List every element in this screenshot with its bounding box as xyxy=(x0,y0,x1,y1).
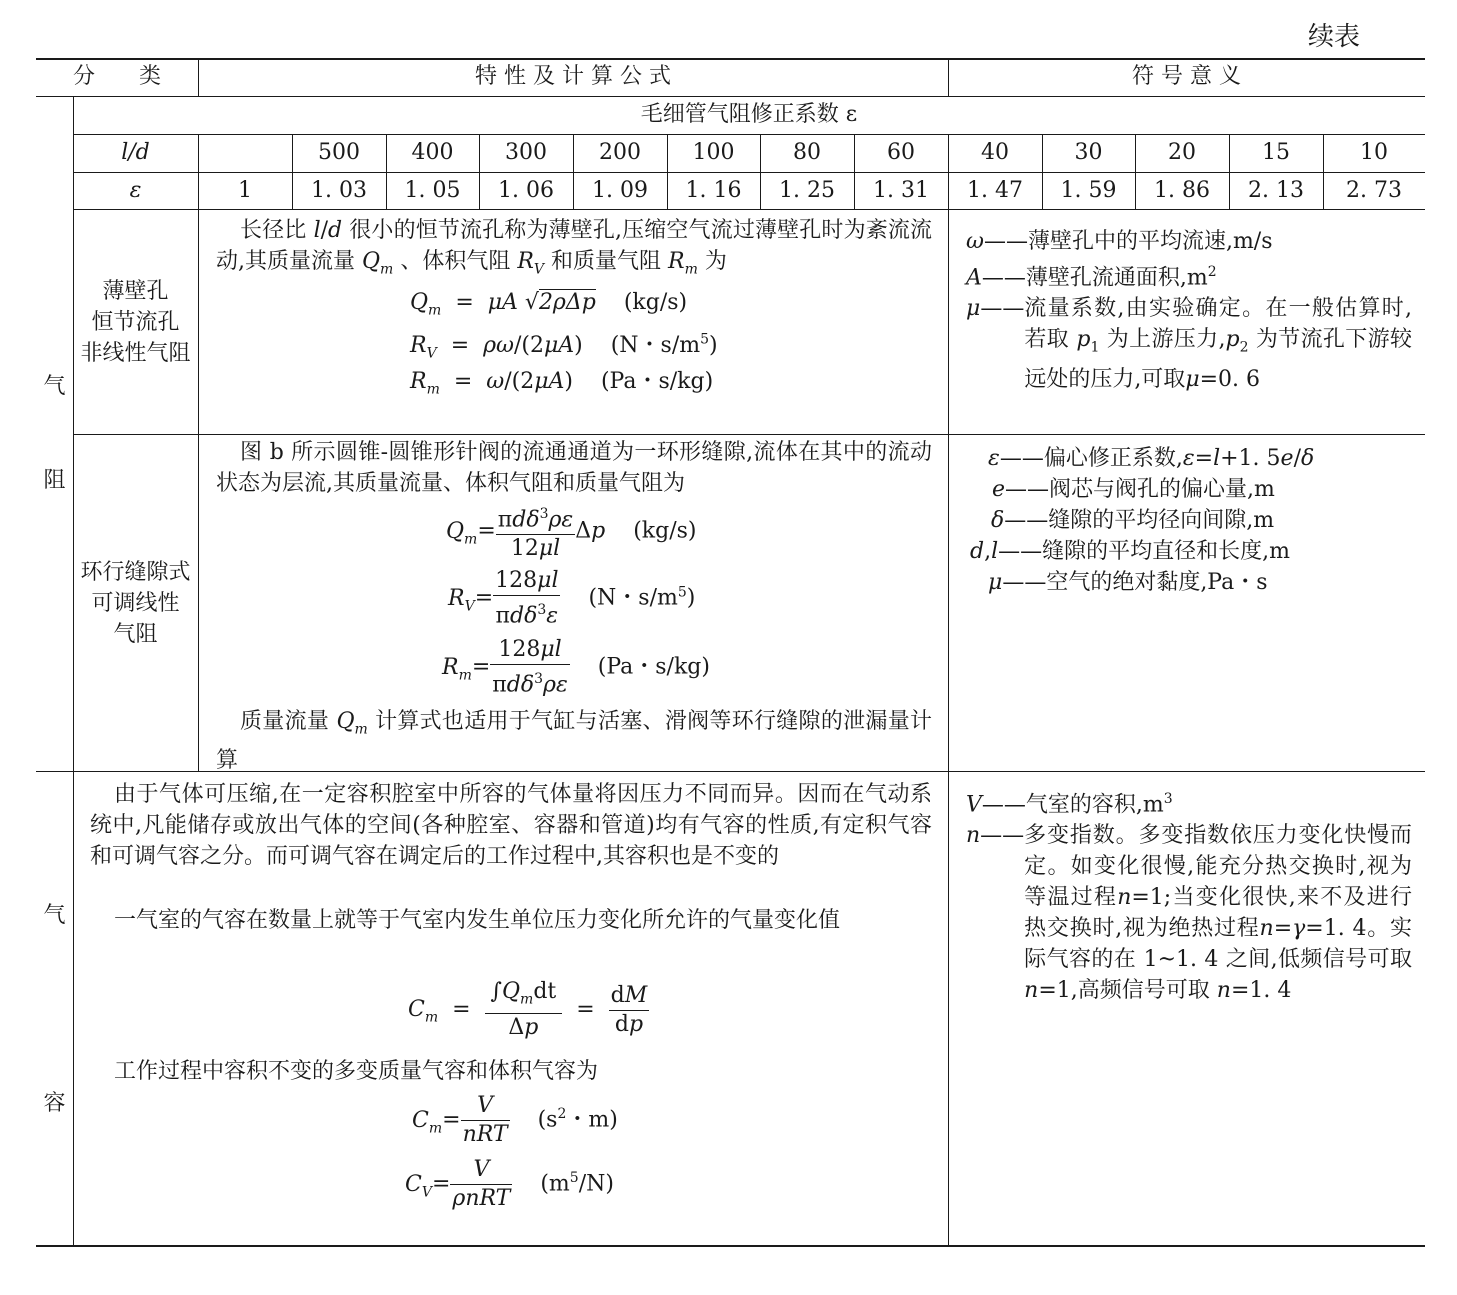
table-top-rule xyxy=(36,58,1425,60)
formula-rv-thin: $R_V = \rho\omega/(2\mu A)$ (N・$s/m^5$) xyxy=(410,331,718,362)
annular-gap-text: 图 b 所示圆锥-圆锥形针阀的流通通道为一环形缝隙,流体在其中的流动状态为层流,其质量流量、体积气阻和质量气阻为 xyxy=(216,440,932,496)
category-line: 环行缝隙式 xyxy=(80,560,191,585)
formula-cm-definition: $C_m$ = $\frac{\int Q_mdt}{\Delta p}$ = $\frac{dM}{dp}$ xyxy=(408,979,648,1041)
header-bottom-rule xyxy=(36,96,1425,97)
table-bottom-rule xyxy=(36,1245,1425,1247)
eps-cell: 1 xyxy=(238,178,252,203)
ld-cell: 40 xyxy=(981,140,1009,165)
annular-gap-note: 质量流量 $Q_m$ 计算式也适用于气缸与活塞、滑阀等环行缝隙的泄漏量计算 xyxy=(216,709,933,774)
header-category: 分 类 xyxy=(72,64,161,89)
capillary-title: 毛细管气阻修正系数 ε xyxy=(640,102,858,127)
capacitance-text-2: 一气室的气容在数量上就等于气室内发生单位压力变化所允许的气量变化值 xyxy=(114,908,841,933)
eps-cell: 1. 25 xyxy=(779,178,835,203)
eps-cell: 1. 86 xyxy=(1154,178,1210,203)
capacitance-text-3: 工作过程中容积不变的多变质量气容和体积气容为 xyxy=(114,1059,599,1084)
side-label-qi: 气 xyxy=(43,374,66,399)
capacitance-text-1: 由于气体可压缩,在一定容积腔室中所容的气体量将因压力不同而异。因而在气动系统中,凡能储存或放出气体的空间(各种腔室、容器和管道)均有气容的性质,有定积气容和可调气容之分。而可调气容在调定后的工作过程中,其容积也是不变的 xyxy=(90,782,932,869)
symbol-a: A——薄壁孔流通面积$,m^2$ xyxy=(966,264,1217,291)
formula-cv: $C_V=$ $\frac{V}{\text{ρnRT}}$ $(m^5/N)$ xyxy=(405,1157,614,1211)
ld-cell: 30 xyxy=(1074,140,1103,165)
side-label-rong: 容 xyxy=(43,1091,66,1116)
symbol-omega: ω——薄壁孔中的平均流速,m/s xyxy=(966,229,1273,254)
symbol-n: n—— 多变指数。多变指数依压力变化快慢而定。如变化很慢,能充分热交换时,视为等温过程n=1;当变化很快,来不及进行热交换时,视为绝热过程n=γ=1. 4。实际气容的在 1~1. 4 之间,低频信号可取 n=1,高频信号可取 n=1. 4 xyxy=(966,823,1412,1004)
symbol-mu-air: μ——空气的绝对黏度,Pa・s xyxy=(988,570,1268,595)
eps-cell: 1. 47 xyxy=(967,178,1023,203)
row-label-eps: ε xyxy=(129,178,142,203)
eps-cell: 1. 59 xyxy=(1060,178,1117,203)
ld-cell: 80 xyxy=(793,140,821,165)
category-line: 恒节流孔 xyxy=(91,310,180,335)
ld-cell: 300 xyxy=(505,140,547,165)
side-label-qi-2: 气 xyxy=(43,903,66,928)
symbols-capacitance xyxy=(966,784,1412,1006)
row-label-ld: l/d xyxy=(121,140,150,165)
symbol-eps: ε——偏心修正系数,ε=l+1. 5e/δ xyxy=(988,446,1315,471)
thin-orifice-bottom-rule xyxy=(73,434,1425,435)
eps-cell: 2. 73 xyxy=(1346,178,1402,203)
eps-cell: 1. 16 xyxy=(685,178,742,203)
category-line: 可调线性 xyxy=(91,591,180,616)
ld-cell: 20 xyxy=(1168,140,1196,165)
eps-cell: 1. 05 xyxy=(404,178,461,203)
capillary-bottom-rule xyxy=(73,209,1425,210)
ld-cell: 500 xyxy=(318,140,360,165)
formula-qm-thin: $Q_m = \mu A$ √2ρΔp (kg/s) xyxy=(410,290,688,319)
symbol-mu: μ—— 流量系数,由实验确定。在一般估算时,若取 $p_1$ 为上游压力$,p_2$ 为节流孔下游较远处的压力,可取μ=0. 6 xyxy=(966,296,1412,392)
symbol-e: e——阀芯与阀孔的偏心量,m xyxy=(992,477,1275,502)
symbol-v: V——气室的容积$,m^3$ xyxy=(966,791,1173,818)
eps-cell: 1. 31 xyxy=(873,178,929,203)
symbol-dl: d,l——缝隙的平均直径和长度,m xyxy=(970,539,1290,564)
category-line: 气阻 xyxy=(113,622,158,647)
thin-orifice-text: 长径比 l/d 很小的恒节流孔称为薄壁孔,压缩空气流过薄壁孔时为紊流流动,其质量流量 $Q_m$ 、体积气阻 $R_V$ 和质量气阻 $R_m$ 为 xyxy=(216,218,932,278)
category-col-rule-b xyxy=(198,434,199,772)
eps-cell: 1. 06 xyxy=(498,178,554,203)
header-symbols: 符 号 意 义 xyxy=(1132,64,1241,89)
symbols-col-rule xyxy=(948,172,949,1246)
ld-cell: 200 xyxy=(599,140,641,165)
eps-cell: 1. 09 xyxy=(592,178,648,203)
formula-qm-annular: $Q_m=$ $\frac{\pi d\delta^3\rho\varepsilon}{12\mu l}$ Δp (kg/s) xyxy=(446,500,696,563)
eps-cell: 1. 03 xyxy=(311,178,367,203)
formula-rm-annular: $R_m=$ $\frac{128\mu l}{\pi d\delta^3\rho\varepsilon}$ (Pa・s/kg) xyxy=(442,637,710,698)
formula-rv-annular: $R_V=$ $\frac{128\mu l}{\pi d\delta^3\varepsilon}$ (N・$s/m^5$) xyxy=(448,568,696,629)
thin-orifice-category xyxy=(73,276,198,369)
header-formulas: 特 性 及 计 算 公 式 xyxy=(475,64,671,89)
symbol-delta: δ——缝隙的平均径向间隙,m xyxy=(991,508,1275,533)
eps-cell: 2. 13 xyxy=(1248,178,1304,203)
formula-cm: $C_m=$ $\frac{V}{\text{nRT}}$ ($s^2$・m) xyxy=(412,1093,618,1147)
side-column-rule xyxy=(73,96,74,1246)
symbols-annular-gap xyxy=(958,443,1418,598)
side-label-zu: 阻 xyxy=(43,468,66,493)
annular-gap-category xyxy=(73,557,198,650)
ld-cell: 100 xyxy=(692,140,735,165)
category-line: 非线性气阻 xyxy=(80,341,191,366)
ld-cell: 400 xyxy=(411,140,454,165)
capillary-title-rule xyxy=(73,134,1425,135)
category-line: 薄壁孔 xyxy=(102,279,169,304)
capillary-row-rule xyxy=(73,172,1425,173)
ld-cell: 10 xyxy=(1360,140,1388,165)
continued-label: 续表 xyxy=(1308,22,1361,52)
ld-cell: 60 xyxy=(887,140,915,165)
symbols-thin-orifice xyxy=(966,226,1412,395)
ld-cell: 15 xyxy=(1262,140,1290,165)
formula-rm-thin: $R_m = \omega/(2\mu A)$ (Pa・s/kg) xyxy=(410,369,714,398)
